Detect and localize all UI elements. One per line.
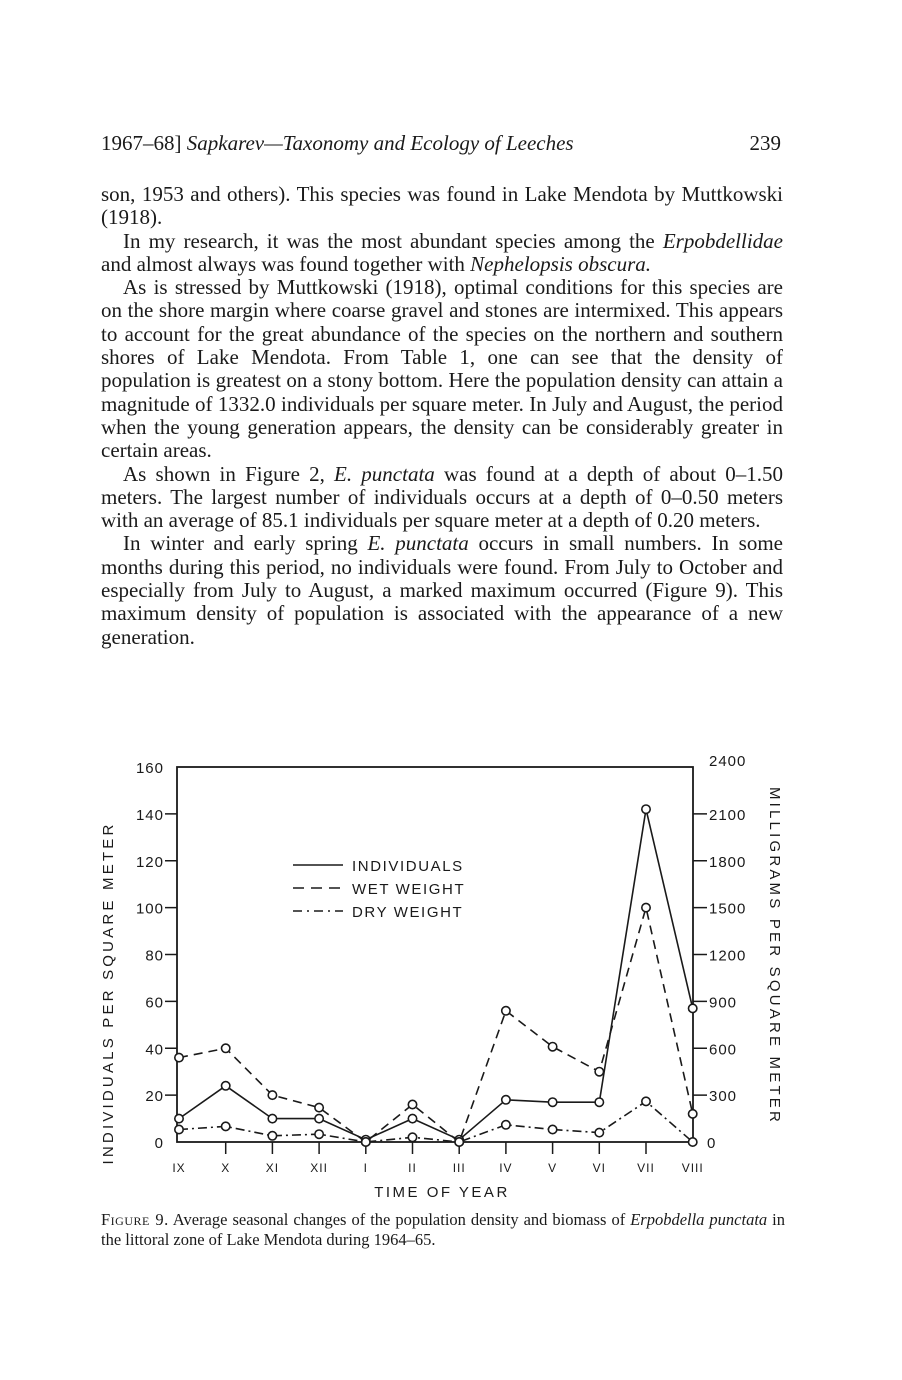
data-point (595, 1128, 603, 1136)
data-point (502, 1096, 510, 1104)
text-run: As shown in Figure 2, (123, 461, 335, 486)
data-point (175, 1053, 183, 1061)
data-point (689, 1004, 697, 1012)
header-title-line (101, 131, 574, 156)
left-tick-label: 140 (135, 806, 164, 824)
text-run: occurs in small numbers. In some months during this period, no individuals were found. From July to October and especially from July to August, a marked maximum occurred (Figure 9). This maximum density of population is associated with the appearance of a new generation. (101, 531, 784, 649)
data-point (362, 1138, 370, 1146)
data-point (175, 1114, 183, 1122)
x-tick-label: II (408, 1161, 417, 1175)
caption-species: Erpobdella punctata (630, 1210, 768, 1229)
page-number: 239 (749, 131, 781, 155)
x-tick-label: IV (499, 1161, 513, 1175)
data-point (268, 1091, 276, 1099)
left-tick-label: 0 (154, 1135, 164, 1152)
data-point (642, 805, 650, 813)
data-point (315, 1114, 323, 1122)
data-point (222, 1122, 230, 1130)
right-tick-label: 2400 (709, 753, 747, 770)
italic-text: E. punctata (367, 531, 469, 556)
text-run: In my research, it was the most abundant species among the (123, 228, 663, 253)
left-tick-label: 80 (145, 947, 164, 965)
paragraph (101, 463, 783, 533)
data-point (595, 1098, 603, 1106)
running-header (101, 131, 781, 159)
x-tick-label: III (452, 1161, 466, 1175)
paragraph (101, 276, 783, 462)
right-tick-label: 600 (709, 1041, 738, 1059)
right-tick-label: 900 (709, 994, 738, 1012)
x-tick-label: IX (172, 1161, 186, 1175)
caption-text-end: in the littoral zone of Lake Mendota during 1964–65. (101, 1210, 785, 1249)
data-point (455, 1138, 463, 1146)
data-point (689, 1138, 697, 1146)
volume-label: 1967–68] (101, 131, 182, 155)
data-point (548, 1043, 556, 1051)
right-axis-title: MILLIGRAMS PER SQUARE METER (766, 786, 783, 1126)
legend-label: WET WEIGHT (352, 881, 466, 898)
x-tick-label: XII (310, 1161, 328, 1175)
chart-axes (165, 767, 707, 1154)
x-axis-title: TIME OF YEAR (374, 1184, 510, 1201)
data-point (548, 1125, 556, 1133)
left-tick-label: 100 (135, 900, 164, 918)
x-tick-label: V (548, 1161, 558, 1175)
right-tick-label: 1200 (709, 947, 747, 965)
text-run: In winter and early spring (123, 531, 368, 556)
data-point (315, 1103, 323, 1111)
right-tick-label: 1800 (709, 853, 747, 871)
left-tick-label: 40 (145, 1041, 164, 1059)
data-point (642, 1097, 650, 1105)
caption-label: Figure 9. (101, 1210, 169, 1229)
data-point (408, 1100, 416, 1108)
plot-frame (177, 767, 693, 1142)
right-tick-label: 2100 (709, 806, 747, 824)
chart-series (175, 805, 697, 1146)
left-axis-title: INDIVIDUALS PER SQUARE METER (100, 821, 117, 1165)
data-point (222, 1044, 230, 1052)
data-point (268, 1114, 276, 1122)
x-tick-label: VII (637, 1161, 655, 1175)
chart-labels (100, 753, 783, 1201)
text-run: was found at a depth of about 0–1.50 meters. The largest number of individuals occurs at a depth of 0–0.50 meters with an average of 85.1 individuals per square meter at a depth of 0.20 meters. (101, 461, 783, 533)
left-tick-label: 60 (145, 994, 164, 1012)
text-run: and almost always was found together with (101, 251, 471, 276)
x-tick-label: I (363, 1161, 368, 1175)
data-point (548, 1098, 556, 1106)
chart-legend (293, 858, 465, 921)
caption-text: Average seasonal changes of the population density and biomass of (168, 1210, 631, 1229)
figure-caption (101, 1210, 785, 1250)
data-point (268, 1132, 276, 1140)
right-tick-label: 300 (709, 1088, 738, 1106)
left-tick-label: 120 (135, 853, 164, 871)
x-tick-label: VI (592, 1161, 606, 1175)
paragraph (101, 230, 783, 277)
right-tick-label: 0 (707, 1135, 717, 1152)
italic-text: Erpobdellidae (662, 228, 783, 253)
data-point (222, 1082, 230, 1090)
data-point (502, 1007, 510, 1015)
data-point (408, 1114, 416, 1122)
paragraph (101, 183, 783, 230)
paragraph (101, 532, 783, 648)
legend-label: DRY WEIGHT (352, 904, 464, 921)
body-text (101, 183, 783, 649)
text-run: As is stressed by Muttkowski (1918), optimal conditions for this species are on the shore margin where coarse gravel and stones are intermixed. This appears to account for the great abundance of the species on the northern and southern shores of Lake Mendota. From Table 1, one can see that the density of population is greatest on a stony bottom. Here the population density can attain a magnitude of 1332.0 individuals per square meter. In July and August, the period when the young generation appears, the density can be considerably greater in certain areas. (101, 275, 783, 463)
left-tick-label: 20 (145, 1088, 164, 1106)
data-point (315, 1130, 323, 1138)
figure-9-chart (0, 740, 902, 1205)
data-point (595, 1068, 603, 1076)
data-point (502, 1121, 510, 1129)
data-point (175, 1125, 183, 1133)
x-tick-label: VIII (681, 1161, 704, 1175)
article-title: Sapkarev—Taxonomy and Ecology of Leeches (186, 131, 574, 155)
x-tick-label: XI (265, 1161, 280, 1175)
data-point (642, 903, 650, 911)
legend-label: INDIVIDUALS (352, 858, 464, 875)
x-tick-label: X (221, 1161, 231, 1175)
text-run: son, 1953 and others). This species was found in Lake Mendota by Muttkowski (1918). (101, 182, 783, 230)
right-tick-label: 1500 (709, 900, 747, 918)
left-tick-label: 160 (135, 760, 164, 777)
italic-text: E. punctata (334, 461, 435, 486)
data-point (408, 1133, 416, 1141)
italic-text: Nephelopsis obscura. (470, 251, 651, 276)
data-point (689, 1110, 697, 1118)
